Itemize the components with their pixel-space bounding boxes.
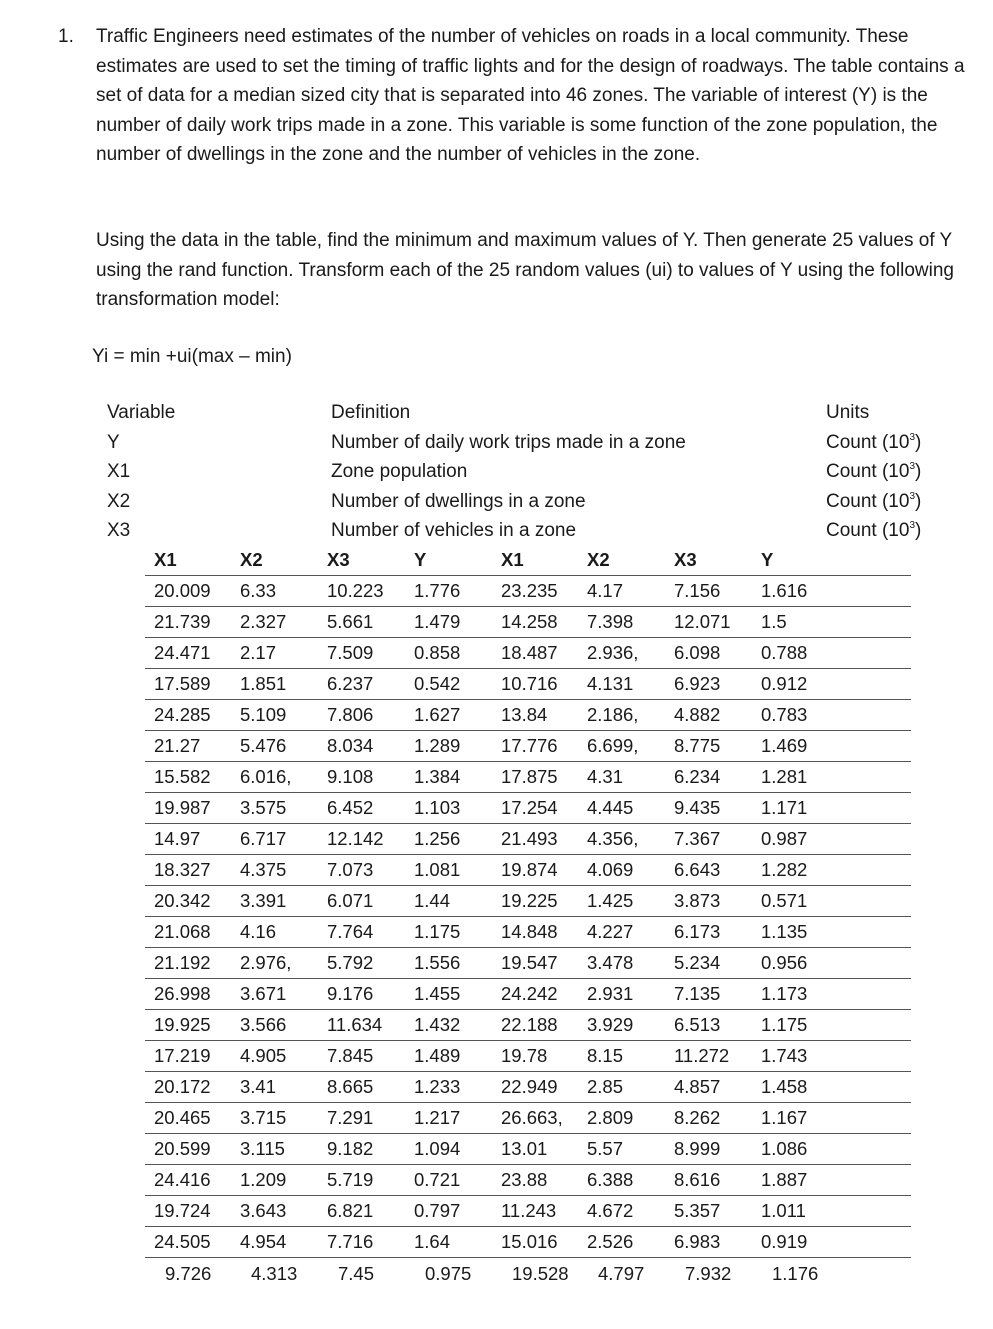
- table-cell: 7.932: [685, 1262, 732, 1284]
- table-cell: 2.526: [578, 1227, 665, 1258]
- column-header: Y: [752, 544, 911, 576]
- table-cell: 4.882: [665, 700, 752, 731]
- table-cell: 7.135: [665, 979, 752, 1010]
- table-cell: 0.975: [425, 1262, 472, 1284]
- table-cell: 1.289: [405, 731, 492, 762]
- table-cell: 0.956: [752, 948, 911, 979]
- table-cell: 5.57: [578, 1134, 665, 1165]
- table-cell: 9.726: [165, 1262, 212, 1284]
- table-cell: 6.33: [231, 576, 318, 607]
- table-row: [145, 1227, 911, 1258]
- table-cell: 4.375: [231, 855, 318, 886]
- table-cell: 26.998: [145, 979, 231, 1010]
- table-cell: 8.999: [665, 1134, 752, 1165]
- table-cell: 5.109: [231, 700, 318, 731]
- table-cell: 21.493: [492, 824, 578, 855]
- unit-exponent: 3: [909, 490, 916, 502]
- unit-exponent: 3: [909, 461, 916, 472]
- table-cell: 6.821: [318, 1196, 405, 1227]
- table-cell: 24.416: [145, 1165, 231, 1196]
- table-cell: 3.478: [578, 948, 665, 979]
- unit-close: ): [915, 490, 922, 512]
- definition-header: Definition: [331, 402, 411, 423]
- table-row: [145, 1010, 911, 1041]
- table-cell: 11.243: [492, 1196, 578, 1227]
- unit-base: Count (10: [826, 431, 910, 453]
- variable-name: Y: [107, 431, 120, 453]
- table-cell: 1.64: [405, 1227, 492, 1258]
- definition-row: [107, 487, 967, 517]
- table-cell: 6.016,: [231, 762, 318, 793]
- column-header: X3: [318, 544, 405, 576]
- table-row: [145, 1165, 911, 1196]
- table-row: [145, 1258, 911, 1290]
- table-cell: 1.173: [752, 979, 911, 1010]
- table-cell: 1.256: [405, 824, 492, 855]
- table-cell: 15.016: [492, 1227, 578, 1258]
- table-row: [145, 1103, 911, 1134]
- definition-row: [107, 428, 967, 458]
- table-cell: 17.219: [145, 1041, 231, 1072]
- table-cell: 15.582: [145, 762, 231, 793]
- table-cell: 6.513: [665, 1010, 752, 1041]
- table-cell: 4.954: [231, 1227, 318, 1258]
- table-cell: 17.875: [492, 762, 578, 793]
- definitions-header: [107, 398, 967, 428]
- transformation-formula: Yi = min +ui(max – min): [92, 346, 292, 367]
- table-cell: 12.142: [318, 824, 405, 855]
- table-cell: 24.242: [492, 979, 578, 1010]
- definition-row: [107, 516, 967, 546]
- variable-header: Variable: [107, 402, 176, 423]
- table-cell: 14.258: [492, 607, 578, 638]
- column-header: X2: [578, 544, 665, 576]
- table-cell: 4.445: [578, 793, 665, 824]
- table-cell: 5.476: [231, 731, 318, 762]
- table-cell: 2.186,: [578, 700, 665, 731]
- table-row: [145, 1134, 911, 1165]
- table-cell: 19.987: [145, 793, 231, 824]
- table-cell: 1.282: [752, 855, 911, 886]
- table-cell: 5.234: [665, 948, 752, 979]
- variable-name: X2: [107, 490, 131, 512]
- table-cell: 6.237: [318, 669, 405, 700]
- table-cell: 4.356,: [578, 824, 665, 855]
- table-cell: 1.176: [772, 1262, 819, 1284]
- unit-close: ): [915, 431, 922, 453]
- table-cell: 4.069: [578, 855, 665, 886]
- problem-paragraph-intro: Traffic Engineers need estimates of the number of vehicles on roads in a local community. These estimates are used to set the timing of traffic lights and for the design of roadways. The table contains a set of data for a median sized city that is separated into 46 zones. The variable of interest (Y) is the number of daily work trips made in a zone. This variable is some function of the zone population, the number of dwellings in the zone and the number of vehicles in the zone.: [96, 26, 965, 165]
- table-row: [145, 917, 911, 948]
- table-cell: 1.281: [752, 762, 911, 793]
- table-row: [145, 855, 911, 886]
- table-cell: 20.009: [145, 576, 231, 607]
- table-cell: 10.716: [492, 669, 578, 700]
- table-cell: 4.131: [578, 669, 665, 700]
- table-cell: 1.616: [752, 576, 911, 607]
- unit-base: Count (10: [826, 520, 910, 541]
- table-cell: 3.575: [231, 793, 318, 824]
- table-cell: 1.556: [405, 948, 492, 979]
- variable-definition: Number of daily work trips made in a zone: [331, 431, 686, 453]
- table-cell: 3.566: [231, 1010, 318, 1041]
- table-cell: 0.721: [405, 1165, 492, 1196]
- column-header: X2: [231, 544, 318, 576]
- table-row: [145, 607, 911, 638]
- table-cell: 2.976,: [231, 948, 318, 979]
- table-cell: 17.776: [492, 731, 578, 762]
- unit-base: Count (10: [826, 490, 910, 512]
- table-cell: 2.931: [578, 979, 665, 1010]
- table-cell: 0.783: [752, 700, 911, 731]
- table-cell: 0.788: [752, 638, 911, 669]
- table-cell: 5.357: [665, 1196, 752, 1227]
- table-cell: 1.103: [405, 793, 492, 824]
- table-cell: 3.873: [665, 886, 752, 917]
- table-cell: 8.15: [578, 1041, 665, 1072]
- table-cell: 19.724: [145, 1196, 231, 1227]
- definition-row: [107, 457, 967, 487]
- table-cell: 6.643: [665, 855, 752, 886]
- table-cell: 19.78: [492, 1041, 578, 1072]
- variable-unit: [826, 516, 921, 546]
- table-cell: 0.797: [405, 1196, 492, 1227]
- table-cell: 2.327: [231, 607, 318, 638]
- table-cell: 0.542: [405, 669, 492, 700]
- table-cell: 21.192: [145, 948, 231, 979]
- table-cell: 4.31: [578, 762, 665, 793]
- table-cell: 17.589: [145, 669, 231, 700]
- table-body: [145, 576, 911, 1290]
- table-cell: 1.489: [405, 1041, 492, 1072]
- table-cell: 9.176: [318, 979, 405, 1010]
- table-row: [145, 731, 911, 762]
- table-cell: 18.327: [145, 855, 231, 886]
- table-cell: 3.41: [231, 1072, 318, 1103]
- table-cell: 1.455: [405, 979, 492, 1010]
- table-cell: 1.175: [405, 917, 492, 948]
- table-cell: 0.571: [752, 886, 911, 917]
- table-cell: 6.923: [665, 669, 752, 700]
- table-cell: 22.188: [492, 1010, 578, 1041]
- table-cell: 8.262: [665, 1103, 752, 1134]
- table-cell: 1.094: [405, 1134, 492, 1165]
- table-cell: 26.663,: [492, 1103, 578, 1134]
- table-cell: 24.285: [145, 700, 231, 731]
- table-cell: 19.925: [145, 1010, 231, 1041]
- unit-close: ): [915, 520, 922, 541]
- table-cell: 1.209: [231, 1165, 318, 1196]
- table-cell: 21.068: [145, 917, 231, 948]
- column-header: X1: [492, 544, 578, 576]
- table-cell: 1.5: [752, 607, 911, 638]
- table-cell: 3.929: [578, 1010, 665, 1041]
- table-cell: 1.44: [405, 886, 492, 917]
- table-cell: 1.081: [405, 855, 492, 886]
- table-cell: 21.739: [145, 607, 231, 638]
- table-cell: 12.071: [665, 607, 752, 638]
- table-cell: 21.27: [145, 731, 231, 762]
- table-cell: 7.845: [318, 1041, 405, 1072]
- table-cell: 13.01: [492, 1134, 578, 1165]
- table-cell: 14.97: [145, 824, 231, 855]
- table-cell: 6.699,: [578, 731, 665, 762]
- variable-unit: [826, 487, 921, 517]
- table-header-row: [145, 544, 911, 576]
- definition-rows: [107, 428, 967, 546]
- table-row: [145, 1041, 911, 1072]
- table-cell: 24.471: [145, 638, 231, 669]
- table-cell: 2.936,: [578, 638, 665, 669]
- table-cell: 9.435: [665, 793, 752, 824]
- table-cell: 13.84: [492, 700, 578, 731]
- table-cell: 19.528: [512, 1262, 569, 1284]
- table-row: [145, 700, 911, 731]
- table-cell: 1.135: [752, 917, 911, 948]
- table-cell: 1.776: [405, 576, 492, 607]
- table-cell: 8.775: [665, 731, 752, 762]
- table-cell: 1.217: [405, 1103, 492, 1134]
- table-cell: 18.487: [492, 638, 578, 669]
- table-cell: 7.509: [318, 638, 405, 669]
- table-cell: 19.547: [492, 948, 578, 979]
- table-cell: 1.233: [405, 1072, 492, 1103]
- variable-name: X1: [107, 461, 131, 482]
- table-row: [145, 824, 911, 855]
- table-cell: 0.919: [752, 1227, 911, 1258]
- problem-number: 1.: [58, 26, 74, 47]
- variable-definition: Number of dwellings in a zone: [331, 490, 586, 512]
- table-cell: 6.173: [665, 917, 752, 948]
- table-cell: 1.743: [752, 1041, 911, 1072]
- units-header: Units: [826, 402, 870, 423]
- table-cell: 19.874: [492, 855, 578, 886]
- table-cell: 3.391: [231, 886, 318, 917]
- table-cell: 10.223: [318, 576, 405, 607]
- table-cell: 23.235: [492, 576, 578, 607]
- table-cell: 23.88: [492, 1165, 578, 1196]
- table-cell: 0.912: [752, 669, 911, 700]
- table-cell: 3.671: [231, 979, 318, 1010]
- table-cell: 0.858: [405, 638, 492, 669]
- table-cell: 7.398: [578, 607, 665, 638]
- table-row: [145, 762, 911, 793]
- table-cell: 7.291: [318, 1103, 405, 1134]
- unit-exponent: 3: [909, 520, 916, 531]
- table-cell: 2.17: [231, 638, 318, 669]
- table-cell: 4.797: [598, 1262, 645, 1284]
- column-header: Y: [405, 544, 492, 576]
- table-cell: 1.458: [752, 1072, 911, 1103]
- table-row: [145, 886, 911, 917]
- table-cell: 19.225: [492, 886, 578, 917]
- table-cell: 5.719: [318, 1165, 405, 1196]
- variable-unit: [826, 457, 921, 487]
- unit-close: ): [915, 461, 922, 482]
- table-cell: 1.432: [405, 1010, 492, 1041]
- unit-exponent: 3: [909, 431, 916, 443]
- variable-definition: Number of vehicles in a zone: [331, 520, 577, 541]
- table-cell: 7.764: [318, 917, 405, 948]
- table-cell: 1.887: [752, 1165, 911, 1196]
- table-cell: 7.806: [318, 700, 405, 731]
- table-cell: 1.479: [405, 607, 492, 638]
- table-cell: 1.171: [752, 793, 911, 824]
- table-cell: 14.848: [492, 917, 578, 948]
- table-row: [145, 948, 911, 979]
- table-cell: 1.469: [752, 731, 911, 762]
- variable-name: X3: [107, 520, 131, 541]
- table-row: [145, 669, 911, 700]
- table-cell: 0.987: [752, 824, 911, 855]
- table-cell: 4.227: [578, 917, 665, 948]
- table-cell: 4.313: [251, 1262, 298, 1284]
- table-cell: 17.254: [492, 793, 578, 824]
- table-cell: 5.661: [318, 607, 405, 638]
- table-cell: 1.851: [231, 669, 318, 700]
- table-cell: 20.342: [145, 886, 231, 917]
- table-cell: 3.715: [231, 1103, 318, 1134]
- problem-paragraph-instructions: Using the data in the table, find the minimum and maximum values of Y. Then generate 25 values of Y using the rand function. Transform each of the 25 random values (ui) to values of Y using the following transformation model:: [96, 230, 954, 310]
- table-cell: 6.717: [231, 824, 318, 855]
- table-cell: 1.167: [752, 1103, 911, 1134]
- table-cell: 4.857: [665, 1072, 752, 1103]
- variable-unit: [826, 428, 921, 458]
- table-cell: 1.627: [405, 700, 492, 731]
- table-cell: 6.071: [318, 886, 405, 917]
- table-cell: 3.643: [231, 1196, 318, 1227]
- table-cell: 1.384: [405, 762, 492, 793]
- table-cell: 6.983: [665, 1227, 752, 1258]
- table-cell: 7.367: [665, 824, 752, 855]
- table-row: [145, 1196, 911, 1227]
- table-row: [145, 1072, 911, 1103]
- table-cell: 24.505: [145, 1227, 231, 1258]
- table-cell: 11.634: [318, 1010, 405, 1041]
- table-cell: 5.792: [318, 948, 405, 979]
- table-cell: 7.073: [318, 855, 405, 886]
- table-cell: 8.616: [665, 1165, 752, 1196]
- table-cell: 6.098: [665, 638, 752, 669]
- table-cell: 4.905: [231, 1041, 318, 1072]
- table-cell: 20.599: [145, 1134, 231, 1165]
- table-cell: 7.156: [665, 576, 752, 607]
- table-row: [145, 576, 911, 607]
- table-cell: 4.672: [578, 1196, 665, 1227]
- table-cell: 22.949: [492, 1072, 578, 1103]
- table-cell: 1.086: [752, 1134, 911, 1165]
- table-cell: 11.272: [665, 1041, 752, 1072]
- table-cell: 3.115: [231, 1134, 318, 1165]
- table-cell: 7.45: [338, 1262, 375, 1284]
- zone-data-table: [145, 544, 911, 1289]
- unit-base: Count (10: [826, 461, 910, 482]
- table-cell: 6.452: [318, 793, 405, 824]
- table-cell: 8.034: [318, 731, 405, 762]
- table-cell: 20.172: [145, 1072, 231, 1103]
- table-row: [145, 979, 911, 1010]
- table-cell: 1.425: [578, 886, 665, 917]
- table-row: [145, 638, 911, 669]
- column-header: X3: [665, 544, 752, 576]
- variable-definition: Zone population: [331, 461, 468, 482]
- table-cell: 1.011: [752, 1196, 911, 1227]
- table-cell: 6.234: [665, 762, 752, 793]
- table-cell: 2.85: [578, 1072, 665, 1103]
- table-row: [145, 793, 911, 824]
- table-cell: 20.465: [145, 1103, 231, 1134]
- variable-definitions: [107, 398, 967, 546]
- table-cell: 4.16: [231, 917, 318, 948]
- table-cell: 7.716: [318, 1227, 405, 1258]
- table-cell: 4.17: [578, 576, 665, 607]
- column-header: X1: [145, 544, 231, 576]
- table-cell: 9.182: [318, 1134, 405, 1165]
- table-cell: 9.108: [318, 762, 405, 793]
- table-cell: 8.665: [318, 1072, 405, 1103]
- table-cell: 2.809: [578, 1103, 665, 1134]
- table-cell: 1.175: [752, 1010, 911, 1041]
- table-cell: 6.388: [578, 1165, 665, 1196]
